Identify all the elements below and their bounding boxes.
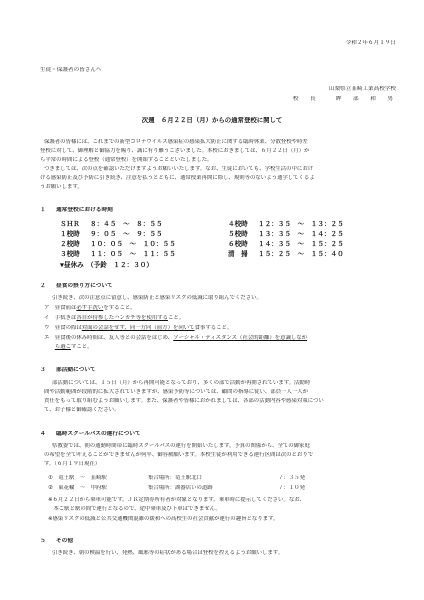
section-title: 昼食の摂り方について [56,283,113,289]
other-text: 引き続き、朝の検温を行い、発熱、風邪等の症状がある場合は登校を控えるようお願いします。 [52,550,284,556]
section-intro: 引き続き、次の注意点に留意し、感染防止と感染リスクの低減に取り組んでください。 [52,295,262,301]
section-number: ５ [40,538,46,544]
schedule-row: ＳＨＲ ８：４５ ～ ８：５５ [60,220,163,228]
bus-text-line: す。（６月１９日現在） [44,461,101,467]
intro-line: 保護者の皆様には、これまでの新型コロナウイルス感染症の感染拡大防止に関する臨時休業、分散登校や時差 [44,139,308,145]
intro-line: ける感染防止及び予防に引き続き、注意を払うとともに、通常授業再開に際し、規則等のないよう通学してくるよ [40,175,315,181]
intro-line: つきましては、次の点を確認いただけますようお願いいたします。なお、生徒においても、学校生活の中におけ [44,166,314,172]
section-heading-3 [40,367,96,374]
intro-line: 登校に対して、御理解と御協力を賜り、誠に有り難うございました。本校におきましては、６月２２日（月）か [40,148,310,154]
bus-note: ※感染リスクの低減と公共交通機関混雑の緩和への高校生の社会貢献が運行の趣旨となります。 [48,516,279,522]
lunch-rule: ウ 昼食の際は対面の会話をせず、同一方向（前方）を向いて食事すること。 [44,325,233,331]
schedule-row: 清 掃 １５：２５ ～ １５：４０ [228,250,344,258]
bus-text-line: 県教委では、朝の通勤時間帯に臨時スクールバスの運行を開始いたします。予算の関係から、全ての御家庭 [52,443,310,449]
lunch-rule: ア 昼食前は必ず手洗いをすること。 [44,305,136,311]
bus-text-line: の希望を全て叶えることができませんが何卒、御容赦願います。本校生徒が利用できる運行区間は次のとおりで [44,452,314,458]
section-title: その他 [56,538,74,544]
section-number: ３ [40,367,46,373]
club-text-line: 部活動については、１５日（月）から再開可能となっており、多くの部で活動が再開されています。活動時 [52,380,311,386]
lunch-break: ▼昼休み （予鈴 １２：３０） [60,261,153,269]
lunch-rule: ら過ごすこと。 [54,344,93,350]
schedule-row: ５校時 １３：３５ ～ １４：２５ [228,230,344,238]
section-heading-5 [40,538,73,545]
lunch-rule: イ 手拭きは各自が持参したハンカチ等を使用すること。 [44,315,185,321]
bus-route: ① 竜王駅 ～ 韮崎駅 集合場所：竜王駅北口 ７：３５発 [48,475,305,481]
section-title: 臨時スクールバスの運行について [56,431,141,437]
club-text-line: 責任をもって取り組むようお願いします。また、保護者や皆様におかれましては、各部の活動内容や感染対策につい [44,398,324,404]
intro-line: ら平常の時間による登校（通常登校）を開始することといたしました。 [40,157,213,163]
section-heading-4 [40,431,141,438]
section-heading-1 [40,207,113,214]
club-text-line: て、お子様と御確認ください。 [44,407,120,413]
schedule-row: １校時 ９：０５ ～ ９：５５ [60,230,163,238]
lunch-rule: エ 昼食後の休み時間は、友人等との会話をはじめ、ソーシャル・ディスタンス（社会的距離）を意識しなが [44,335,308,341]
schedule-row: ６校時 １４：３５ ～ １５：２５ [228,240,344,248]
recipient-line: 生徒・保護者の皆さんへ [40,67,102,73]
section-number: ２ [40,283,46,289]
document-title: 次週 ６月２２日（月）からの通常登校に関して [141,117,283,124]
schedule-row: ３校時 １１：０５ ～ １１：５５ [60,250,176,258]
document-date: 令和２年６月１９日 [345,40,396,46]
bus-route: ② 東花輪 ～ 甲府駅 集合場所：湖器店いの道路 ７：１０発 [48,485,305,491]
school-name: 山梨県立韮崎工業高校学校 [328,86,396,92]
section-title: 通常登校における時刻 [56,207,113,213]
principal-name: 校 長 眸 部 和 男 [292,96,396,102]
intro-line: うお願いします。 [40,184,83,190]
club-text-line: 間や活動範囲が段階的に拡大されていきますが、感染予防等については、顧問の指導に従い、部員一人一人が [44,389,309,395]
section-heading-2 [40,283,113,290]
section-title: 部活動について [56,367,96,373]
bus-note: 本ご駅と駅の間で運行となるので、途中乗車及び下車はできません。 [48,506,221,512]
section-number: ４ [40,431,46,437]
schedule-row: ２校時 １０：０５ ～ １０：５５ [60,240,176,248]
section-number: １ [40,207,46,213]
bus-note: ※６月２２日から乗車可能です。ＪＲ定期券所有者が対象となります。乗車時に提示してください。なお、 [48,497,306,503]
schedule-row: ４校時 １２：３５ ～ １３：２５ [228,220,344,228]
